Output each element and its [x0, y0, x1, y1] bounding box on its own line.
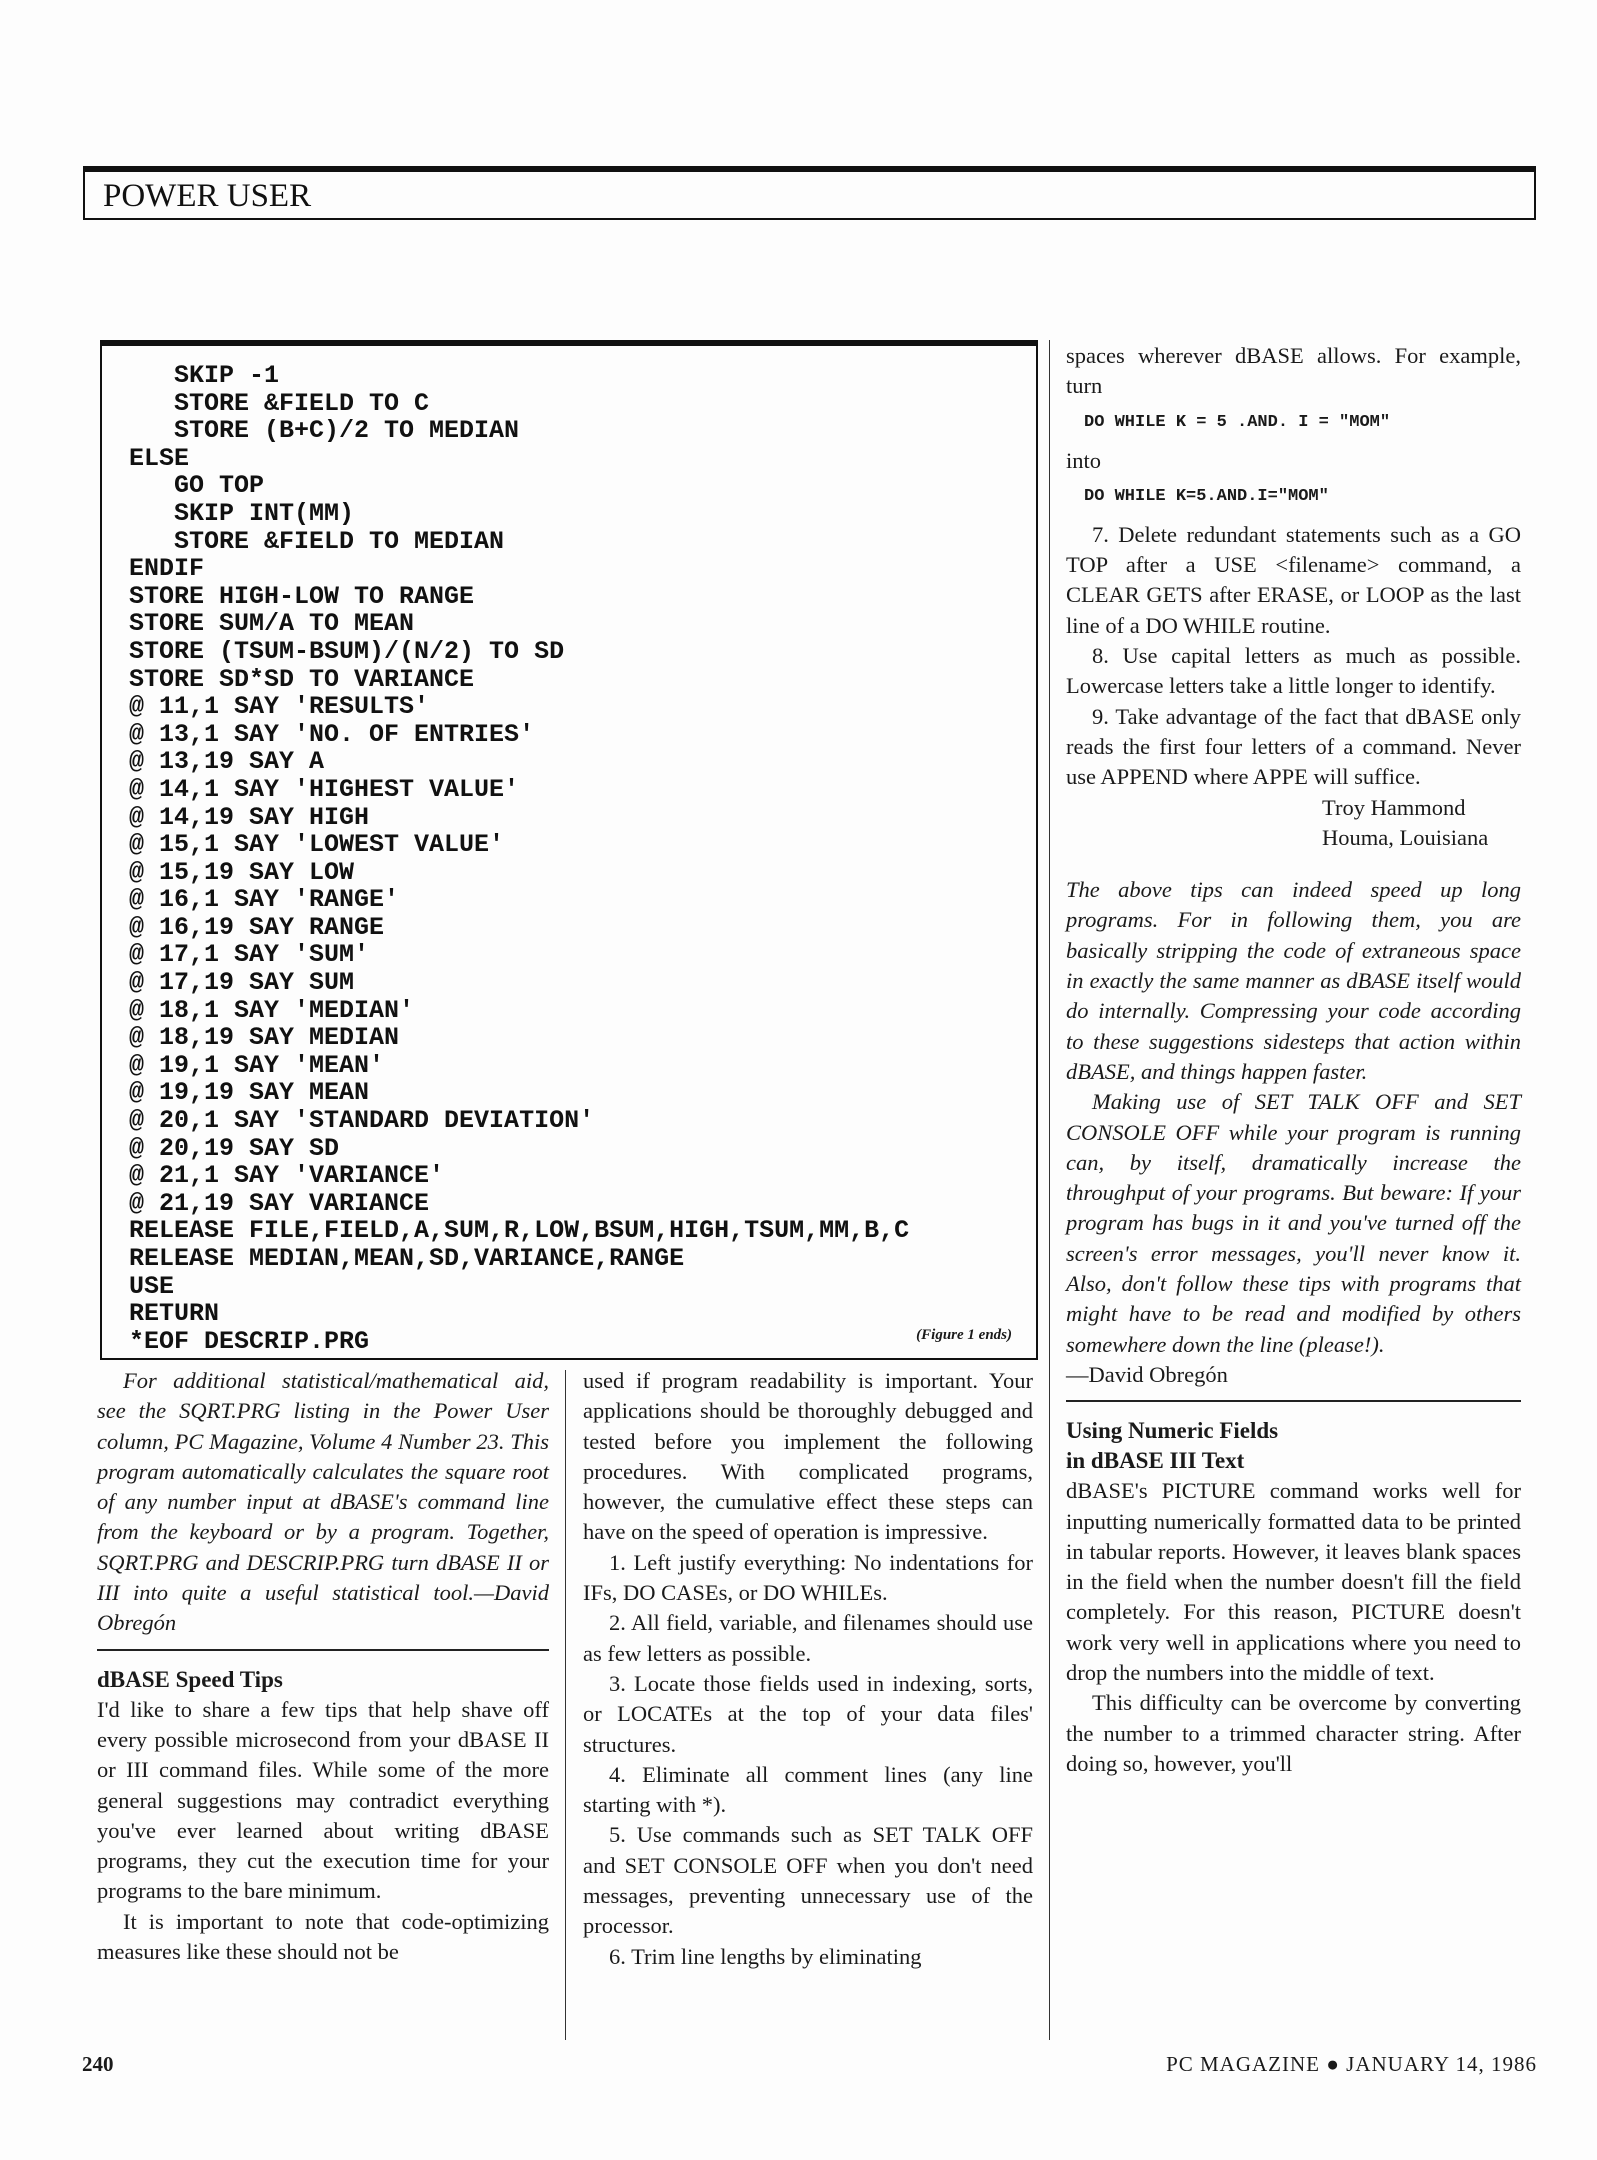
code-line: SKIP -1: [129, 361, 280, 390]
code-line: STORE HIGH-LOW TO RANGE: [129, 581, 475, 611]
code-line: STORE SD*SD TO VARIANCE: [129, 664, 475, 694]
code-line: SKIP INT(MM): [129, 498, 355, 528]
numeric-fields-p2: This difficulty can be overcome by converting the number to a trimmed character string. After doing so, however, you'll: [1066, 1690, 1521, 1776]
code-line: @ 13,1 SAY 'NO. OF ENTRIES': [129, 719, 535, 749]
code-line: GO TOP: [129, 471, 265, 501]
code-line: @ 20,1 SAY 'STANDARD DEVIATION': [129, 1106, 595, 1136]
code-line: @ 14,19 SAY HIGH: [129, 802, 370, 832]
code-line: @ 14,1 SAY 'HIGHEST VALUE': [129, 774, 520, 804]
code-line: RETURN: [129, 1299, 220, 1329]
code-line: @ 18,19 SAY MEDIAN: [129, 1023, 400, 1053]
tip-4: 4. Eliminate all comment lines (any line starting with *).: [583, 1761, 1033, 1818]
code-line: STORE &FIELD TO MEDIAN: [129, 526, 505, 556]
code-line: @ 19,19 SAY MEAN: [129, 1078, 370, 1108]
tip-8: 8. Use capital letters as much as possible. Lowercase letters take a little longer to identify.: [1066, 643, 1521, 699]
editor-signature: —David Obregón: [1066, 1361, 1228, 1387]
code-line: ELSE: [129, 443, 190, 473]
numeric-fields-heading-2: in dBASE III Text: [1066, 1448, 1245, 1474]
divider: [1066, 1400, 1521, 1402]
code-line: STORE &FIELD TO C: [129, 388, 430, 418]
code-example-after: DO WHILE K=5.AND.I="MOM": [1084, 486, 1329, 506]
speed-tips-intro: I'd like to share a few tips that help shave off every possible microsecond from your dBASE II or III command files. While some of the more general suggestions may contradict everything you've ever learned about writing dBASE programs, they cut the execution time for your programs to the bare minimum.: [97, 1696, 549, 1904]
code-line: ENDIF: [129, 554, 205, 584]
tip-9: 9. Take advantage of the fact that dBASE only reads the first four letters of a command. Never use APPEND where APPE will suffice.: [1066, 703, 1521, 790]
code-example-before: DO WHILE K = 5 .AND. I = "MOM": [1084, 412, 1391, 432]
speed-tips-note: It is important to note that code-optimizing measures like these should not be: [97, 1908, 549, 1965]
code-line: @ 15,19 SAY LOW: [129, 857, 355, 887]
code-line: RELEASE FILE,FIELD,A,SUM,R,LOW,BSUM,HIGH,TSUM,MM,B,C: [129, 1216, 910, 1246]
tip-1: 1. Left justify everything: No indentations for IFs, DO CASEs, or DO WHILEs.: [583, 1549, 1033, 1606]
tip-2: 2. All field, variable, and filenames should use as few letters as possible.: [583, 1610, 1033, 1666]
tip-3: 3. Locate those fields used in indexing, sorts, or LOCATEs at the top of your data files' structures.: [583, 1670, 1033, 1757]
code-line: @ 13,19 SAY A: [129, 747, 325, 777]
speed-tips-continued: used if program readability is important. Your applications should be thoroughly debugged and tested before you implement the following procedures. With complicated programs, however, the cumulative effect these steps can have on the speed of operation is impressive.: [583, 1368, 1033, 1545]
code-line: @ 11,1 SAY 'RESULTS': [129, 692, 430, 722]
into-label: into: [1066, 447, 1102, 473]
speed-tips-heading: dBASE Speed Tips: [97, 1666, 283, 1692]
author-name: Troy Hammond: [1322, 794, 1466, 820]
code-line: @ 15,1 SAY 'LOWEST VALUE': [129, 830, 505, 860]
numeric-fields-heading-1: Using Numeric Fields: [1066, 1418, 1279, 1444]
figure-caption: (Figure 1 ends): [916, 1327, 1012, 1343]
middle-column: [583, 1366, 1033, 1972]
column-divider: [1049, 340, 1050, 2040]
section-header: [83, 166, 1536, 220]
code-line: @ 16,19 SAY RANGE: [129, 912, 385, 942]
author-city: Houma, Louisiana: [1322, 824, 1489, 850]
magazine-footer: PC MAGAZINE ● JANUARY 14, 1986: [1166, 2052, 1537, 2076]
editor-comment-1: The above tips can indeed speed up long programs. For in following them, you are basically stripping the code of extraneous space in exactly the same manner as dBASE itself would do internally. Compressing your code according to these suggestions sidesteps that action within dBASE, and things happen faster.: [1066, 877, 1521, 1084]
divider: [97, 1649, 549, 1651]
code-line: USE: [129, 1271, 175, 1301]
code-line: STORE SUM/A TO MEAN: [129, 609, 415, 639]
editor-comment-2: Making use of SET TALK OFF and SET CONSOLE OFF while your program is running can, by itself, dramatically increase the throughput of your programs. But beware: If your program has bugs in it and you've turned off the screen's error messages, you'll never know it. Also, don't follow these tips with programs that might have to be read and modified by others somewhere down the line (please!).: [1066, 1089, 1521, 1357]
code-line: STORE (B+C)/2 TO MEDIAN: [129, 416, 520, 446]
right-column: [1066, 341, 1521, 1779]
code-line: @ 16,1 SAY 'RANGE': [129, 885, 400, 915]
tip-7: 7. Delete redundant statements such as a GO TOP after a USE <filename> command, a CLEAR GETS after ERASE, or LOOP as the last line of a DO WHILE routine.: [1066, 521, 1521, 638]
code-lines: [129, 362, 909, 1355]
code-line: @ 17,1 SAY 'SUM': [129, 940, 370, 970]
tip-5: 5. Use commands such as SET TALK OFF and SET CONSOLE OFF when you don't need messages, preventing unnecessary use of the processor.: [583, 1822, 1033, 1939]
code-line: @ 21,19 SAY VARIANCE: [129, 1188, 430, 1218]
editor-note: For additional statistical/mathematical aid, see the SQRT.PRG listing in the Power User column, PC Magazine, Volume 4 Number 23. This program automatically calculates the square root of any number input at dBASE's command line from the keyboard or by a program. Together, SQRT.PRG and DESCRIP.PRG turn dBASE II or III into quite a useful statistical tool.—David Obregón: [97, 1368, 549, 1636]
numeric-fields-p1: dBASE's PICTURE command works well for inputting numerically formatted data to be printed in tabular reports. However, it leaves blank spaces in the field when the number doesn't fill the field completely. For this reason, PICTURE doesn't work very well in applications where you need to drop the numbers into the middle of text.: [1066, 1478, 1521, 1685]
code-line: @ 19,1 SAY 'MEAN': [129, 1050, 385, 1080]
section-title: POWER USER: [103, 178, 312, 214]
code-line: *EOF DESCRIP.PRG: [129, 1326, 370, 1356]
code-listing: [100, 340, 1038, 1360]
code-line: @ 21,1 SAY 'VARIANCE': [129, 1161, 445, 1191]
code-line: STORE (TSUM-BSUM)/(N/2) TO SD: [129, 636, 565, 666]
tip-6-continued: spaces wherever dBASE allows. For example, turn: [1066, 343, 1521, 399]
code-line: RELEASE MEDIAN,MEAN,SD,VARIANCE,RANGE: [129, 1244, 685, 1273]
code-line: @ 18,1 SAY 'MEDIAN': [129, 995, 415, 1025]
page-number: 240: [82, 2052, 114, 2076]
column-divider: [565, 1370, 566, 2040]
tip-6: 6. Trim line lengths by eliminating: [609, 1943, 922, 1969]
code-line: @ 17,19 SAY SUM: [129, 968, 355, 998]
code-line: @ 20,19 SAY SD: [129, 1133, 340, 1163]
left-column: [97, 1366, 549, 1967]
